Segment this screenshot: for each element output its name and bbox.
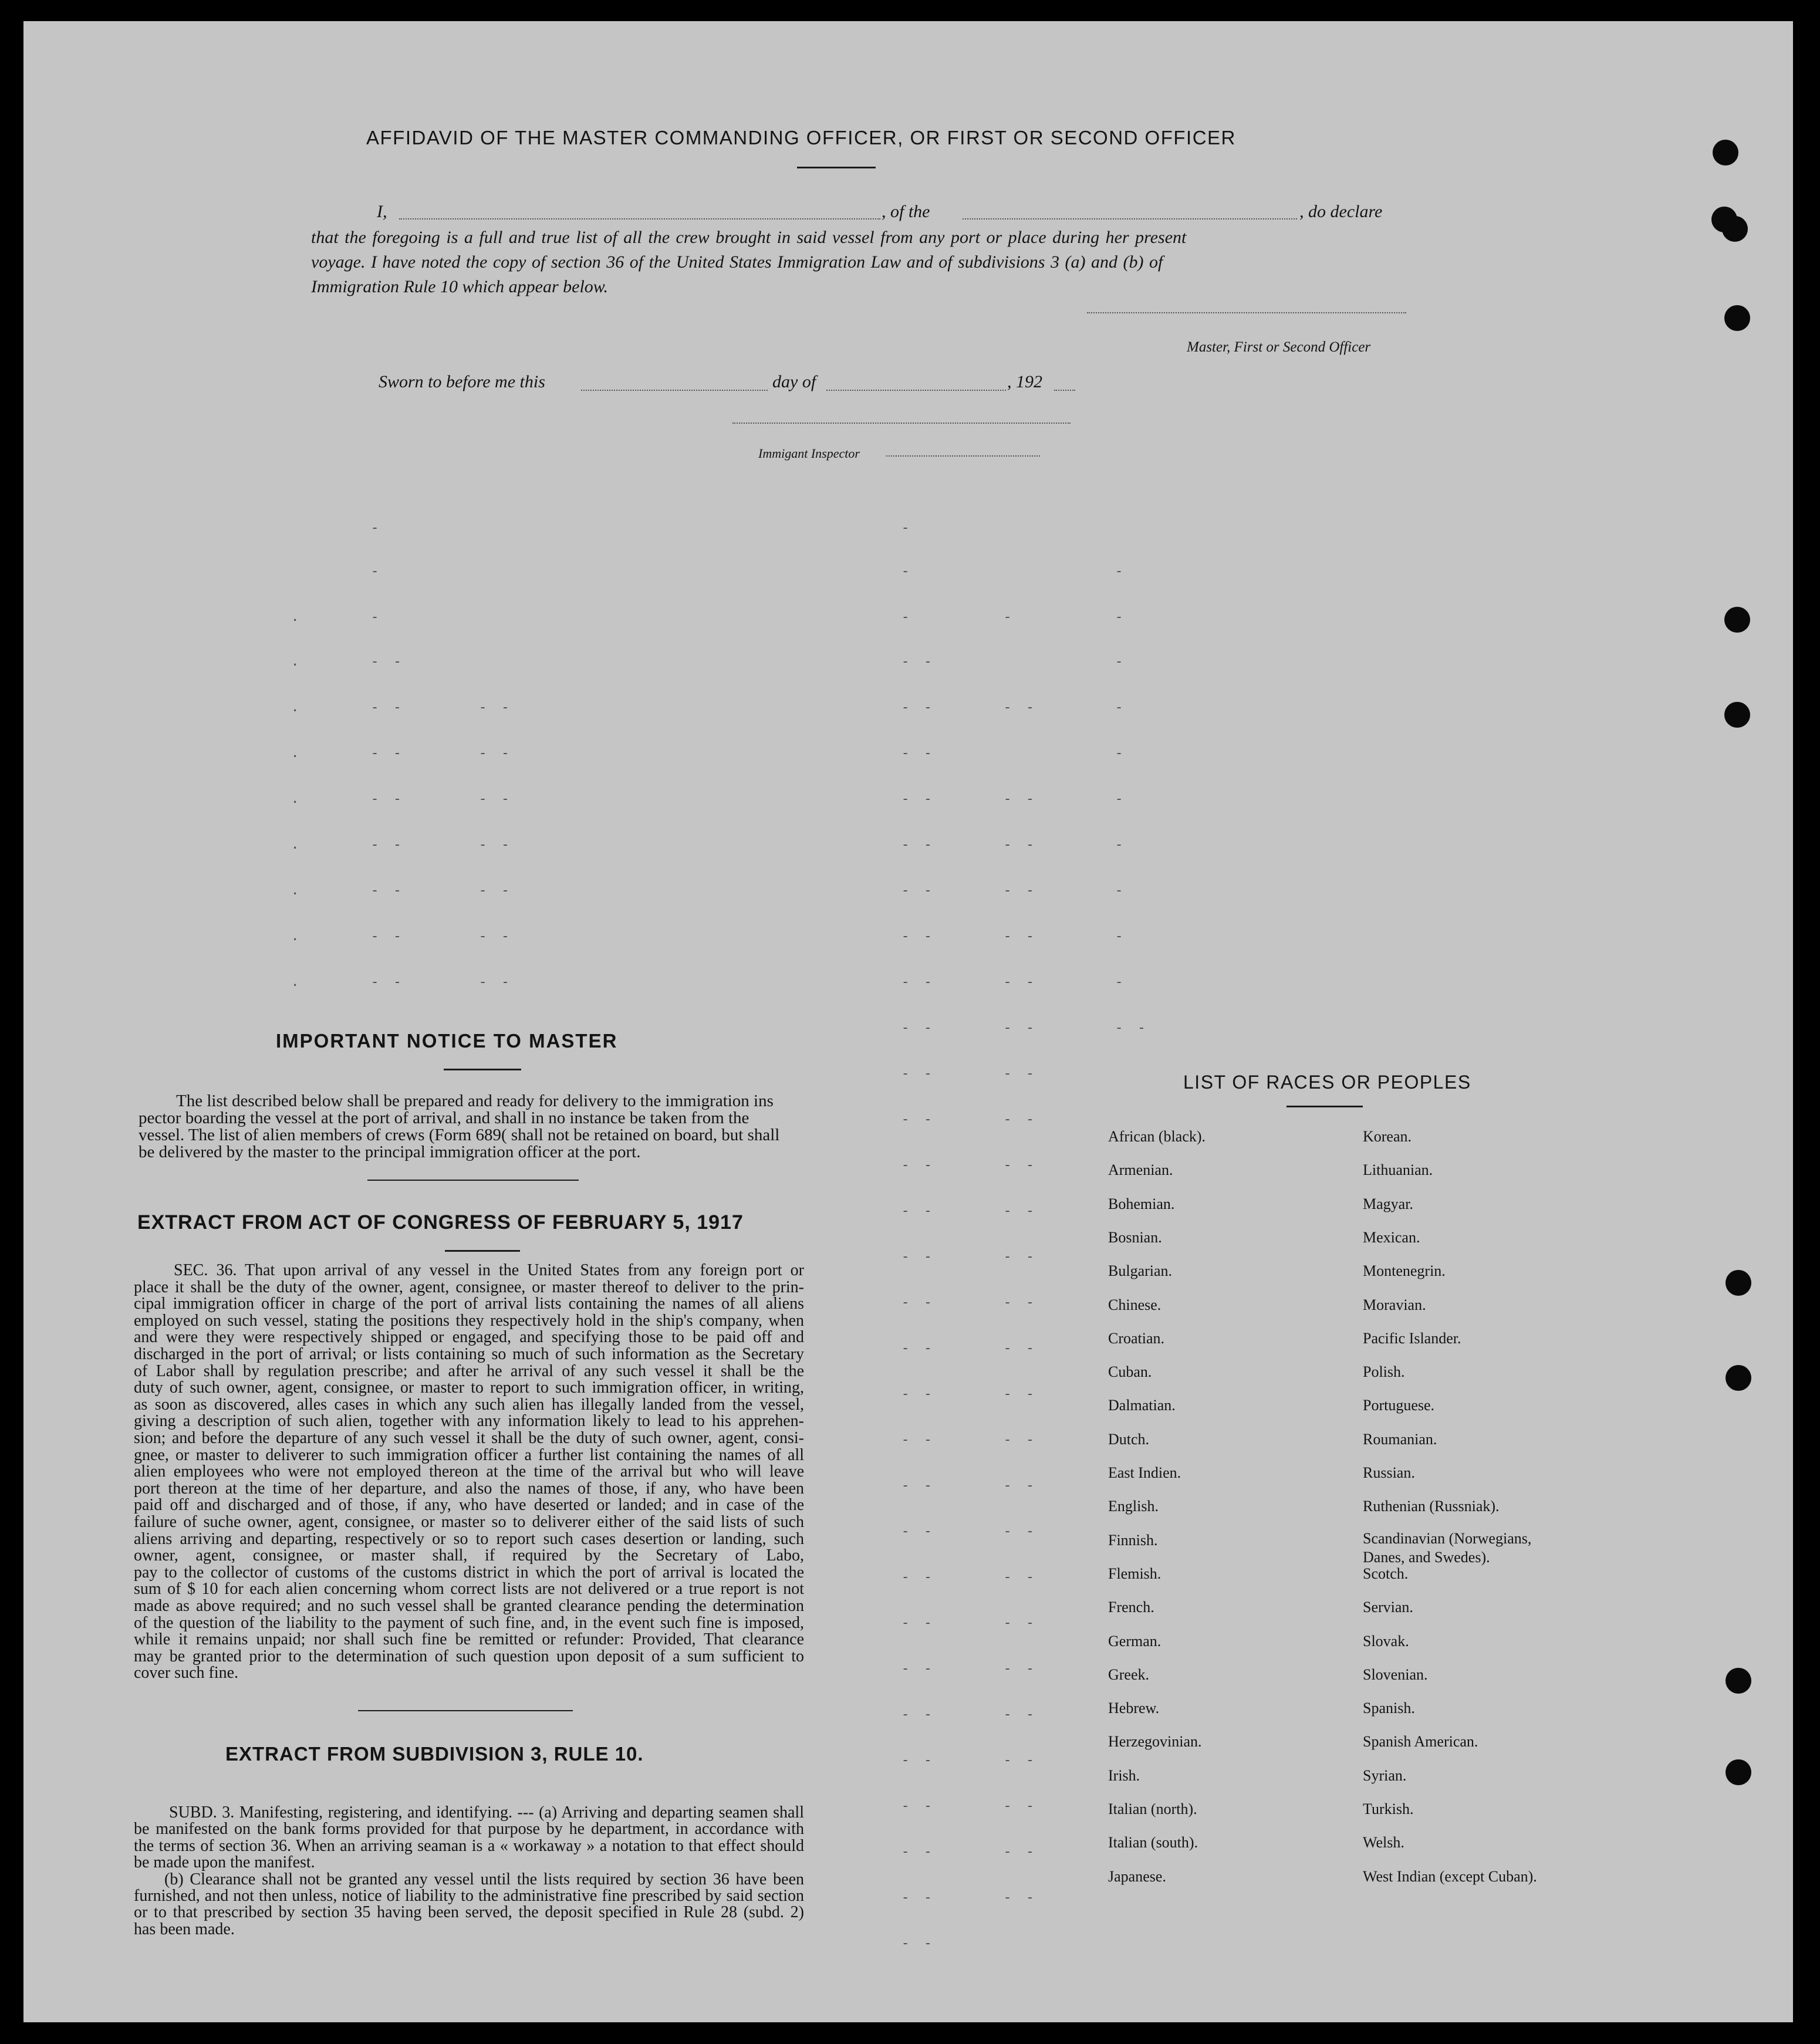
act-line: employed on such vessel, stating the positions they respectively hold in the ship's company, when [134, 1311, 804, 1330]
race-item: Cuban. [1108, 1363, 1152, 1381]
punch-hole [1726, 1668, 1751, 1694]
race-item: Finnish. [1108, 1531, 1158, 1549]
race-item: Dalmatian. [1108, 1397, 1176, 1414]
rule-line: or to that prescribed by section 35 having been served, the deposit specified in Rule 28 (subd. 2) [134, 1903, 804, 1922]
rule-line: has been made. [134, 1920, 235, 1938]
act-line: of Labor shall by regulation prescribe; and after he arrival of any such vessel it shall be the [134, 1361, 804, 1380]
race-item: Dutch. [1108, 1430, 1150, 1448]
race-item: Flemish. [1108, 1565, 1161, 1582]
sworn-prefix: Sworn to before me this [379, 372, 545, 391]
punch-hole [1722, 216, 1748, 242]
act-line: owner, agent, consignee, or master shall, if required by the Secretary of Labo, [134, 1546, 804, 1565]
race-item: Spanish American. [1363, 1733, 1478, 1751]
race-item: Croatian. [1108, 1329, 1165, 1347]
act-line: while it remains unpaid; nor shall such fine be remitted or refunder: Provided, That clearance [134, 1630, 804, 1649]
sworn-month-field[interactable] [826, 390, 1006, 391]
sworn-day-of: day of [772, 372, 816, 391]
act-line: cipal immigration officer in charge of the port of arrival lists containing the names of all aliens [134, 1295, 804, 1313]
name-field[interactable] [399, 218, 880, 219]
race-item: Roumanian. [1363, 1430, 1437, 1448]
rule-line: SUBD. 3. Manifesting, registering, and identifying. --- (a) Arriving and departing seamen shall [169, 1803, 804, 1822]
rule-line: furnished, and not then unless, notice of liability to the administrative fine prescribed by said section [134, 1887, 804, 1905]
punch-hole [1726, 1270, 1751, 1296]
act-line: discharged in the port of arrival; or lists containing so much of such information as the Secretary [134, 1345, 804, 1363]
race-item: West Indian (except Cuban). [1363, 1867, 1537, 1885]
act-line: made as above required; and no such vessel shall be granted clearance pending the determination [134, 1597, 804, 1615]
notice-line: be delivered by the master to the principal immigration officer at the port. [139, 1143, 641, 1161]
race-item: Bulgarian. [1108, 1262, 1173, 1280]
affidavit-line-4: Immigration Rule 10 which appear below. [311, 277, 609, 296]
act-line: giving a description of such alien, together with any information likely to lead to his apprehen- [134, 1412, 804, 1431]
act-line: sion; and before the departure of any such vessel it shall be the duty of such owner, agent, consi- [134, 1429, 804, 1447]
races-underline [1287, 1106, 1363, 1107]
race-item: Korean. [1363, 1128, 1412, 1145]
punch-hole [1724, 305, 1750, 331]
affidavit-line-3: voyage. I have noted the copy of section 36 of the United States Immigration Law and of subdivisions 3 (a) and (b) of [311, 252, 1163, 272]
race-item: Magyar. [1363, 1195, 1413, 1212]
notice-title: IMPORTANT NOTICE TO MASTER [276, 1030, 618, 1052]
race-item: Spanish. [1363, 1700, 1415, 1717]
act-title: EXTRACT FROM ACT OF CONGRESS OF FEBRUARY 5, 1917 [137, 1211, 744, 1234]
affidavit-title: AFFIDAVID OF THE MASTER COMMANDING OFFICER, OR FIRST OR SECOND OFFICER [366, 127, 1236, 148]
act-line: place it shall be the duty of the owner, agent, consignee, or master thereof to deliver to the prin- [134, 1278, 804, 1296]
race-item: Russian. [1363, 1464, 1415, 1481]
act-line: port thereon at the time of her departure, and also the names of those, if any, who have been [134, 1479, 804, 1498]
inspector-label: Immigant Inspector [758, 446, 860, 461]
races-title: LIST OF RACES OR PEOPLES [1183, 1072, 1471, 1093]
rule-line: (b) Clearance shall not be granted any vessel until the lists required by section 36 have been [164, 1870, 804, 1888]
race-item: Armenian. [1108, 1161, 1173, 1179]
race-item: German. [1108, 1632, 1161, 1650]
act-line: of the question of the liability to the payment of such fine, and, in the event such fine is imposed, [134, 1613, 804, 1632]
race-item: Herzegovinian. [1108, 1733, 1202, 1751]
race-item: Syrian. [1363, 1766, 1407, 1784]
rule-title: EXTRACT FROM SUBDIVISION 3, RULE 10. [225, 1743, 644, 1765]
race-item: Scotch. [1363, 1565, 1409, 1582]
act-line: failure of suche owner, agent, consignee, or master so to deliverer either of the said lists of such [134, 1513, 804, 1531]
race-item: Welsh. [1363, 1834, 1404, 1852]
act-line: aliens arriving and departing, respectively or so to report such cases desertion or landing, such [134, 1529, 804, 1548]
race-item: Chinese. [1108, 1296, 1161, 1313]
act-line: alien employees who were not employed thereon at the time of the arrival but who will leave [134, 1462, 804, 1481]
act-line: paid off and discharged and of those, if any, who have deserted or landed; and in case of the [134, 1496, 804, 1515]
punch-hole [1724, 607, 1750, 633]
race-item: Bohemian. [1108, 1195, 1175, 1212]
race-item: African (black). [1108, 1128, 1206, 1145]
rule-line: be made upon the manifest. [134, 1853, 315, 1872]
affidavit-of-the: , of the [882, 202, 930, 221]
punch-hole [1724, 702, 1750, 728]
title-underline [797, 167, 876, 168]
race-item: Italian (south). [1108, 1834, 1198, 1852]
act-line: sum of $ 10 for each alien concerning whom correct lists are not delivered or a true report is not [134, 1580, 804, 1599]
notice-line: The list described below shall be prepared and ready for delivery to the immigration ins [176, 1092, 774, 1110]
race-item: Bosnian. [1108, 1228, 1162, 1246]
notice-underline [444, 1069, 521, 1070]
race-item: East Indien. [1108, 1464, 1181, 1481]
race-item: Turkish. [1363, 1800, 1414, 1817]
act-underline [445, 1250, 520, 1252]
race-item: Irish. [1108, 1766, 1140, 1784]
rule-line: be manifested on the bank forms provided for that purpose by he department, in accordance with [134, 1820, 804, 1839]
act-line: pay to the collector of customs of the customs district in which the port of arrival is located the [134, 1563, 804, 1582]
race-item: Pacific Islander. [1363, 1329, 1461, 1347]
inspector-label-line [886, 455, 1040, 457]
race-item: Ruthenian (Russniak). [1363, 1498, 1500, 1515]
race-item: Hebrew. [1108, 1700, 1160, 1717]
race-item: Japanese. [1108, 1867, 1166, 1885]
rule-line: the terms of section 36. When an arriving seaman is a « workaway » a notation to that effect should [134, 1836, 804, 1855]
punch-hole [1726, 1365, 1751, 1391]
race-item: Scandinavian (Norwegians, Danes, and Swedes). [1363, 1529, 1532, 1566]
act-line: SEC. 36. That upon arrival of any vessel in the United States from any foreign port or [174, 1261, 804, 1279]
affidavit-i: I, [377, 202, 387, 221]
act-line: as soon as discovered, alles cases in which any such alien has illegally landed from the vessel, [134, 1395, 804, 1414]
act-line: and were they were respectively shipped or engaged, and specifying those to be paid off and [134, 1328, 804, 1347]
race-item: Montenegrin. [1363, 1262, 1446, 1280]
race-item: Slovenian. [1363, 1665, 1428, 1683]
sworn-day-field[interactable] [581, 390, 768, 391]
act-line: gnee, or master to deliverer to such immigration officer a further list containing the names of all [134, 1445, 804, 1464]
race-item: Polish. [1363, 1363, 1405, 1381]
inspector-signature-field[interactable] [732, 423, 1071, 424]
punch-hole [1713, 140, 1738, 165]
race-item: Portuguese. [1363, 1397, 1435, 1414]
act-line: may be granted prior to the determination of such question upon deposit of a sum sufficient to [134, 1647, 804, 1665]
race-item: Moravian. [1363, 1296, 1426, 1313]
sworn-year: , 192 [1007, 372, 1042, 391]
race-item: Slovak. [1363, 1632, 1409, 1650]
race-item: Lithuanian. [1363, 1161, 1433, 1179]
race-item: Greek. [1108, 1665, 1150, 1683]
sworn-year-field[interactable] [1054, 390, 1075, 391]
notice-line: pector boarding the vessel at the port of arrival, and shall in no instance be taken from the [139, 1109, 749, 1127]
vessel-field[interactable] [963, 218, 1297, 219]
race-item: French. [1108, 1599, 1154, 1616]
race-item: Mexican. [1363, 1228, 1420, 1246]
act-divider [358, 1710, 573, 1711]
race-item: Servian. [1363, 1599, 1413, 1616]
act-line: duty of such owner, agent, consignee, or master to report to such immigration officer, in writing, [134, 1379, 804, 1397]
act-line: cover such fine. [134, 1664, 239, 1683]
race-item: English. [1108, 1498, 1159, 1515]
affidavit-line-2: that the foregoing is a full and true list of all the crew brought in said vessel from any port or place during her present [311, 228, 1187, 247]
notice-line: vessel. The list of alien members of crews (Form 689( shall not be retained on board, but shall [139, 1126, 780, 1144]
race-item: Italian (north). [1108, 1800, 1197, 1817]
notice-divider [367, 1180, 579, 1181]
punch-hole [1726, 1759, 1751, 1785]
master-signature-field[interactable] [1087, 312, 1406, 313]
master-label: Master, First or Second Officer [1187, 339, 1371, 355]
affidavit-declare: , do declare [1299, 202, 1383, 221]
